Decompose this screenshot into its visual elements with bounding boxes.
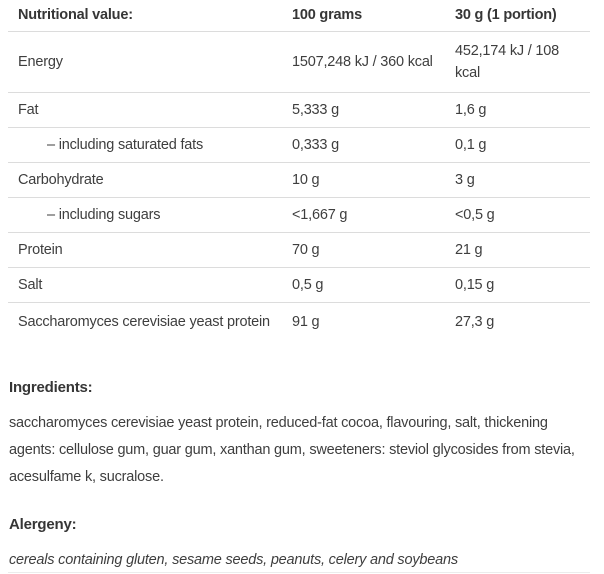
value-per-portion: 21 g — [445, 233, 590, 268]
value-per-100g: <1,667 g — [282, 198, 445, 233]
value-per-100g: 91 g — [292, 314, 320, 330]
allergens-section — [9, 516, 595, 574]
row-label: Protein — [8, 233, 282, 268]
bottom-divider — [8, 572, 590, 573]
value-per-100g: 10 g — [282, 163, 445, 198]
value-per-portion: 1,6 g — [445, 93, 590, 128]
row-label: Saccharomyces cerevisiae yeast protein — [18, 314, 270, 330]
table-row-energy — [8, 32, 590, 93]
value-per-portion: 0,1 g — [445, 128, 590, 163]
table-row-salt — [8, 268, 590, 303]
header-portion: 30 g (1 portion) — [445, 0, 590, 32]
value-per-portion: 3 g — [445, 163, 590, 198]
nutrition-table — [8, 0, 590, 341]
value-per-100g: 5,333 g — [282, 93, 445, 128]
allergens-heading: Alergeny: — [9, 516, 77, 533]
value-per-portion: 452,174 kJ / 108 kcal — [445, 32, 590, 93]
header-nutritional-value: Nutritional value: — [8, 0, 282, 32]
row-label: – including saturated fats — [8, 128, 282, 163]
row-label: Salt — [8, 268, 282, 303]
row-label: Fat — [8, 93, 282, 128]
table-row-fat — [8, 93, 590, 128]
value-per-portion: 0,15 g — [445, 268, 590, 303]
row-label: Carbohydrate — [8, 163, 282, 198]
table-row-protein — [8, 233, 590, 268]
value-per-portion: 27,3 g — [455, 314, 495, 330]
row-label: Energy — [8, 32, 282, 93]
table-row-yeast-protein — [8, 303, 590, 342]
allergens-text: cereals containing gluten, sesame seeds, peanuts, celery and soybeans — [9, 552, 458, 568]
ingredients-section — [9, 379, 595, 491]
table-row-carbohydrate — [8, 163, 590, 198]
value-per-100g: 0,333 g — [282, 128, 445, 163]
table-row-saturated-fats — [8, 128, 590, 163]
ingredients-heading: Ingredients: — [9, 379, 93, 396]
value-per-portion: <0,5 g — [445, 198, 590, 233]
row-label: – including sugars — [8, 198, 282, 233]
value-per-100g: 70 g — [282, 233, 445, 268]
table-row-sugars — [8, 198, 590, 233]
value-per-100g: 1507,248 kJ / 360 kcal — [282, 32, 445, 93]
header-100-grams: 100 grams — [282, 0, 445, 32]
ingredients-text: saccharomyces cerevisiae yeast protein, reduced-fat cocoa, flavouring, salt, thickening agents: cellulose gum, guar gum, xanthan gum, sweeteners: steviol glycosides from stevia, acesulfame k, sucralose. — [9, 415, 575, 485]
table-header-row — [8, 0, 590, 32]
value-per-100g: 0,5 g — [282, 268, 445, 303]
